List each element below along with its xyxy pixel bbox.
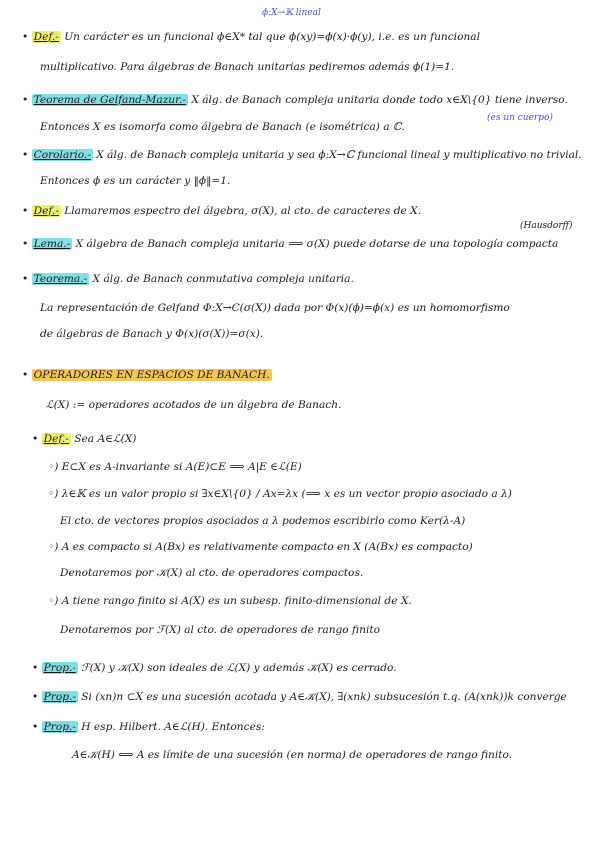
bullet-dot: • <box>32 721 42 733</box>
bullet-dot: • <box>22 205 32 217</box>
note-line: de álgebras de Banach y Φ(x)(σ(X))=σ(x). <box>40 328 264 340</box>
line-text: X álg. de Banach compleja unitaria y sea ϕ:X→ℂ funcional lineal y multiplicativo no trivial. <box>92 149 582 161</box>
bullet-dot: • <box>32 433 42 445</box>
line-text: X álgebra de Banach compleja unitaria ⟹ σ(X) puede dotarse de una topología compacta <box>72 238 559 250</box>
note-line <box>0 272 601 286</box>
highlight-label: OPERADORES EN ESPACIOS DE BANACH. <box>33 369 270 381</box>
bullet-dot: • <box>22 94 32 106</box>
note-line: Entonces X es isomorfa como álgebra de Banach (e isométrica) a ℂ. <box>40 121 405 133</box>
note-line <box>0 720 601 734</box>
note-line: ◦) A es compacto si A(Bx) es relativamente compacto en X (A(Bx) es compacto) <box>48 541 473 553</box>
bullet-dot: • <box>32 691 42 703</box>
margin-annotation: (es un cuerpo) <box>487 113 553 123</box>
line-text: X álg. de Banach compleja unitaria donde todo x∈X\{0} tiene inverso. <box>187 94 568 106</box>
highlight-label: Prop.- <box>43 721 76 733</box>
bullet-dot: • <box>22 31 32 43</box>
note-line: ◦) A tiene rango finito si A(X) es un subesp. finito-dimensional de X. <box>48 595 412 607</box>
highlight-label: Def.- <box>43 433 69 445</box>
note-line <box>0 204 601 218</box>
line-text: Sea A∈ℒ(X) <box>70 433 137 445</box>
highlight-label: Corolario.- <box>33 149 91 161</box>
note-line <box>0 148 601 162</box>
line-text: X álg. de Banach conmutativa compleja unitaria. <box>89 273 354 285</box>
note-line: La representación de Gelfand Φ:X→C(σ(X)) dada por Φ(x)(ϕ)=ϕ(x) es un homomorfismo <box>40 302 510 314</box>
margin-annotation: ϕ:X→𝕂 lineal <box>262 8 321 18</box>
bullet-dot: • <box>32 662 42 674</box>
note-line <box>0 368 601 382</box>
note-line: Denotaremos por ℱ(X) al cto. de operadores de rango finito <box>60 624 380 636</box>
line-text: Llamaremos espectro del álgebra, σ(X), al cto. de caracteres de X. <box>60 205 422 217</box>
bullet-dot: • <box>22 238 32 250</box>
highlight-label: Teorema de Gelfand-Mazur.- <box>33 94 186 106</box>
line-text: H esp. Hilbert. A∈ℒ(H). Entonces: <box>77 721 265 733</box>
note-line: El cto. de vectores propios asociados a λ podemos escribirlo como Ker(λ-A) <box>60 515 466 527</box>
highlight-label: Lema.- <box>33 238 71 250</box>
highlight-label: Teorema.- <box>33 273 88 285</box>
line-text: ℱ(X) y 𝒦(X) son ideales de ℒ(X) y además 𝒦(X) es cerrado. <box>77 662 397 674</box>
highlight-label: Prop.- <box>43 662 76 674</box>
note-line: A∈𝒦(H) ⟺ A es límite de una sucesión (en norma) de operadores de rango finito. <box>72 749 513 761</box>
note-line <box>0 30 601 44</box>
note-line <box>0 432 601 446</box>
bullet-dot: • <box>22 273 32 285</box>
note-line <box>0 93 601 107</box>
bullet-dot: • <box>22 149 32 161</box>
highlight-label: Def.- <box>33 31 59 43</box>
highlight-label: Def.- <box>33 205 59 217</box>
note-line: Entonces ϕ es un carácter y ‖ϕ‖=1. <box>40 175 231 187</box>
note-line: multiplicativo. Para álgebras de Banach unitarias pediremos además ϕ(1)=1. <box>40 61 455 73</box>
note-line <box>0 237 601 251</box>
note-line <box>0 661 601 675</box>
highlight-label: Prop.- <box>43 691 76 703</box>
note-line <box>0 690 601 704</box>
line-text: Si (xn)n ⊂X es una sucesión acotada y A∈𝒦(X), ∃(xnk) subsucesión t.q. (A(xnk))k converge <box>77 691 567 703</box>
line-text: Un carácter es un funcional ϕ∈X* tal que ϕ(xy)=ϕ(x)·ϕ(y), i.e. es un funcional <box>60 31 480 43</box>
note-line: ℒ(X) := operadores acotados de un álgebra de Banach. <box>46 399 342 411</box>
note-line: Denotaremos por 𝒦(X) al cto. de operadores compactos. <box>60 567 364 579</box>
note-line: ◦) λ∈𝕂 es un valor propio si ∃x∈X\{0} / Ax=λx (⟹ x es un vector propio asociado a λ) <box>48 488 512 500</box>
note-line: ◦) E⊂X es A-invariante si A(E)⊂E ⟹ A|E ∈ℒ(E) <box>48 461 302 473</box>
bullet-dot: • <box>22 369 32 381</box>
margin-annotation: (Hausdorff) <box>520 221 573 231</box>
